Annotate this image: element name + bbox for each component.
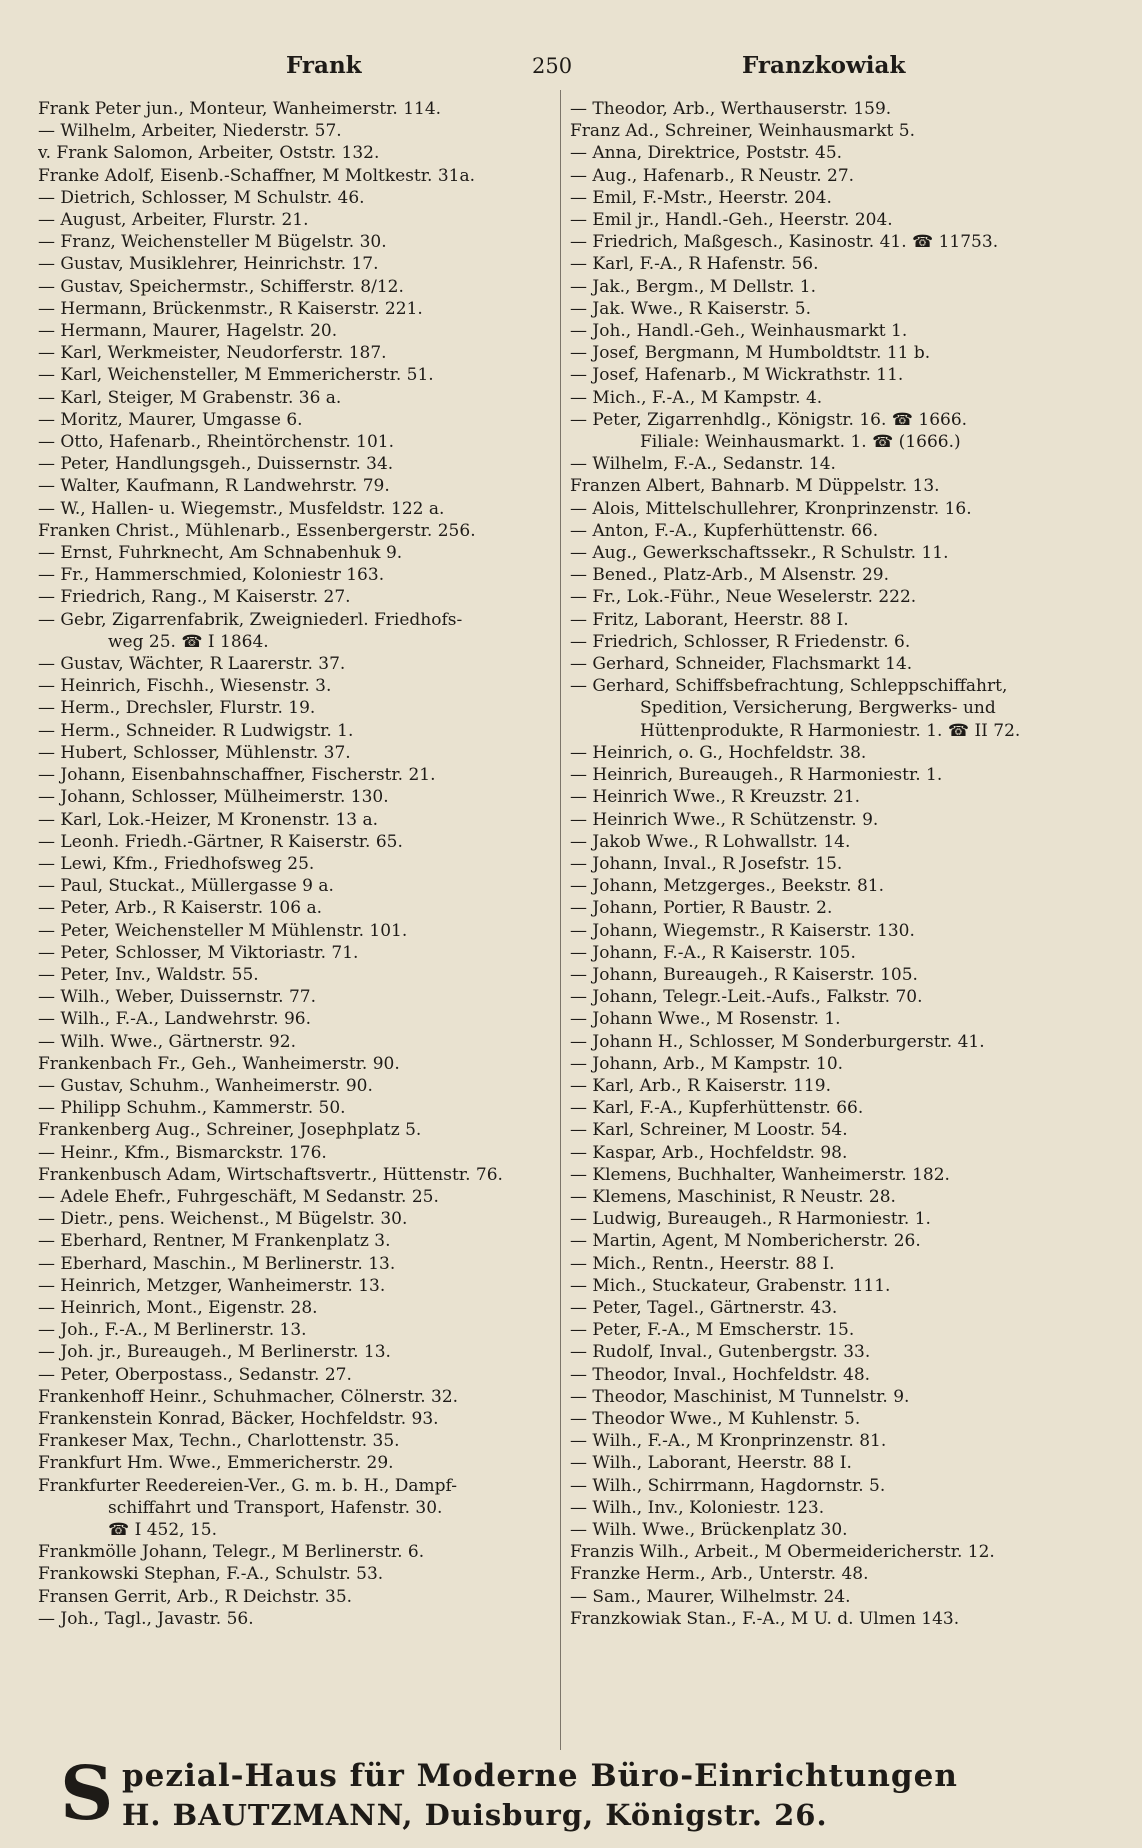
left-column — [38, 98, 550, 1630]
directory-entry: — Karl, F.-A., R Hafenstr. 56. — [570, 254, 819, 275]
directory-entry: Franzen Albert, Bahnarb. M Düppelstr. 13. — [570, 476, 940, 497]
directory-entry: schiffahrt und Transport, Hafenstr. 30. — [108, 1497, 443, 1518]
directory-entry: — Dietr., pens. Weichenst., M Bügelstr. 30. — [38, 1209, 408, 1230]
directory-entry: — Josef, Hafenarb., M Wickrathstr. 11. — [570, 365, 904, 386]
directory-entry: Frankowski Stephan, F.-A., Schulstr. 53. — [38, 1564, 384, 1585]
directory-entry: Frank Peter jun., Monteur, Wanheimerstr. 114. — [38, 99, 442, 119]
directory-entry: — Wilh., Inv., Koloniestr. 123. — [570, 1497, 825, 1518]
directory-entry: Franke Adolf, Eisenb.-Schaffner, M Moltkestr. 31a. — [38, 165, 475, 186]
directory-entry: — Heinrich Wwe., R Kreuzstr. 21. — [570, 787, 861, 808]
directory-entry: — Peter, Weichensteller M Mühlenstr. 101. — [38, 920, 408, 941]
directory-entry: Spedition, Versicherung, Bergwerks- und — [640, 698, 996, 719]
directory-entry: — Anton, F.-A., Kupferhüttenstr. 66. — [570, 520, 879, 541]
directory-entry: — Peter, Handlungsgeh., Duissernstr. 34. — [38, 454, 394, 475]
directory-entry: — Emil jr., Handl.-Geh., Heerstr. 204. — [570, 210, 893, 231]
directory-entry: — Johann, F.-A., R Kaiserstr. 105. — [570, 942, 856, 963]
ad-initial: S — [60, 1751, 114, 1837]
directory-entry: — Karl, F.-A., Kupferhüttenstr. 66. — [570, 1098, 864, 1119]
directory-entry: — Peter, Inv., Waldstr. 55. — [38, 964, 259, 985]
directory-entry: — Johann, Telegr.-Leit.-Aufs., Falkstr. 70. — [570, 987, 923, 1008]
header-left-keyword: Frank — [286, 52, 362, 79]
directory-entry: Frankeser Max, Techn., Charlottenstr. 35. — [38, 1431, 400, 1452]
directory-entry: — Heinrich, Fischh., Wiesenstr. 3. — [38, 676, 332, 697]
directory-entry: — Otto, Hafenarb., Rheintörchenstr. 101. — [38, 432, 395, 453]
directory-entry: — Mich., Rentn., Heerstr. 88 I. — [570, 1253, 835, 1274]
directory-entry: — Joh. jr., Bureaugeh., M Berlinerstr. 13. — [38, 1342, 391, 1363]
directory-entry: Frankmölle Johann, Telegr., M Berlinerstr. 6. — [38, 1542, 425, 1563]
directory-entry: — Peter, Zigarrenhdlg., Königstr. 16. ☎ 1666. — [570, 409, 968, 430]
directory-entry: — Heinrich Wwe., R Schützenstr. 9. — [570, 809, 879, 830]
directory-entry: Filiale: Weinhausmarkt. 1. ☎ (1666.) — [640, 432, 961, 453]
directory-entry: — Johann, Portier, R Baustr. 2. — [570, 898, 833, 919]
directory-entry: — Friedrich, Rang., M Kaiserstr. 27. — [38, 587, 351, 608]
directory-entry: Frankenberg Aug., Schreiner, Josephplatz 5. — [38, 1120, 422, 1141]
directory-entry: — Heinrich, Bureaugeh., R Harmoniestr. 1. — [570, 765, 943, 786]
directory-entry: — Peter, Arb., R Kaiserstr. 106 a. — [38, 898, 322, 919]
directory-entry: — Gustav, Wächter, R Laarerstr. 37. — [38, 654, 346, 675]
directory-entry: — Wilh., Weber, Duissernstr. 77. — [38, 987, 317, 1008]
directory-entry: — Johann H., Schlosser, M Sonderburgerstr. 41. — [570, 1031, 985, 1052]
directory-entry: — Peter, F.-A., M Emscherstr. 15. — [570, 1320, 855, 1341]
directory-entry: Franzke Herm., Arb., Unterstr. 48. — [570, 1564, 869, 1585]
directory-entry: — Lewi, Kfm., Friedhofsweg 25. — [38, 853, 315, 874]
directory-entry: — Ludwig, Bureaugeh., R Harmoniestr. 1. — [570, 1209, 931, 1230]
directory-entry: — Rudolf, Inval., Gutenbergstr. 33. — [570, 1342, 871, 1363]
directory-entry: Frankenstein Konrad, Bäcker, Hochfeldstr. 93. — [38, 1408, 439, 1429]
directory-entry: — Heinrich, o. G., Hochfeldstr. 38. — [570, 742, 867, 763]
page-number: 250 — [532, 54, 573, 78]
directory-entry: — Hermann, Brückenmstr., R Kaiserstr. 221. — [38, 298, 423, 319]
directory-entry: — Fr., Hammerschmied, Koloniestr 163. — [38, 565, 385, 586]
directory-entry: — Jak., Bergm., M Dellstr. 1. — [570, 276, 816, 297]
directory-entry: — Adele Ehefr., Fuhrgeschäft, M Sedanstr. 25. — [38, 1186, 439, 1207]
directory-entry: Fransen Gerrit, Arb., R Deichstr. 35. — [38, 1586, 353, 1607]
directory-entry: Franzis Wilh., Arbeit., M Obermeidericherstr. 12. — [570, 1542, 995, 1563]
directory-entry: Frankenbach Fr., Geh., Wanheimerstr. 90. — [38, 1053, 400, 1074]
directory-entry: — Wilh. Wwe., Gärtnerstr. 92. — [38, 1031, 296, 1052]
directory-entry: — Peter, Oberpostass., Sedanstr. 27. — [38, 1364, 352, 1385]
directory-entry: — Moritz, Maurer, Umgasse 6. — [38, 409, 303, 430]
directory-entry: — Friedrich, Maßgesch., Kasinostr. 41. ☎ 11753. — [570, 232, 999, 253]
directory-entry: — Aug., Hafenarb., R Neustr. 27. — [570, 165, 855, 186]
directory-entry: — Herm., Drechsler, Flurstr. 19. — [38, 698, 316, 719]
directory-entry: — Johann, Wiegemstr., R Kaiserstr. 130. — [570, 920, 915, 941]
directory-entry: — Johann, Arb., M Kampstr. 10. — [570, 1053, 844, 1074]
directory-entry: — Karl, Schreiner, M Loostr. 54. — [570, 1120, 848, 1141]
directory-entry: — Joh., Handl.-Geh., Weinhausmarkt 1. — [570, 321, 908, 342]
directory-entry: — August, Arbeiter, Flurstr. 21. — [38, 210, 309, 231]
directory-entry: — Kaspar, Arb., Hochfeldstr. 98. — [570, 1142, 848, 1163]
directory-entry: — Mich., F.-A., M Kampstr. 4. — [570, 387, 823, 408]
directory-entry: — Karl, Werkmeister, Neudorferstr. 187. — [38, 343, 387, 364]
directory-entry: v. Frank Salomon, Arbeiter, Oststr. 132. — [38, 143, 380, 164]
directory-entry: — Theodor, Arb., Werthauserstr. 159. — [570, 99, 892, 119]
directory-entry: — Johann, Schlosser, Mülheimerstr. 130. — [38, 787, 389, 808]
directory-entry: Franken Christ., Mühlenarb., Essenbergerstr. 256. — [38, 520, 476, 541]
right-column — [570, 98, 1126, 1630]
directory-entry: — Philipp Schuhm., Kammerstr. 50. — [38, 1098, 346, 1119]
directory-entry: — Theodor, Maschinist, M Tunnelstr. 9. — [570, 1386, 910, 1407]
directory-entry: — Joh., Tagl., Javastr. 56. — [38, 1608, 254, 1629]
header-right-keyword: Franzkowiak — [742, 52, 906, 79]
directory-entry: — Wilh., F.-A., Landwehrstr. 96. — [38, 1009, 311, 1030]
directory-entry: — W., Hallen- u. Wiegemstr., Musfeldstr. 122 a. — [38, 498, 445, 519]
directory-entry: — Franz, Weichensteller M Bügelstr. 30. — [38, 232, 387, 253]
directory-entry: — Ernst, Fuhrknecht, Am Schnabenhuk 9. — [38, 543, 403, 564]
directory-entry: — Fr., Lok.-Führ., Neue Weselerstr. 222. — [570, 587, 917, 608]
directory-entry: — Hubert, Schlosser, Mühlenstr. 37. — [38, 742, 351, 763]
directory-entry: — Wilhelm, Arbeiter, Niederstr. 57. — [38, 121, 342, 142]
directory-entry: Franzkowiak Stan., F.-A., M U. d. Ulmen 143. — [570, 1608, 960, 1629]
directory-entry: — Karl, Lok.-Heizer, M Kronenstr. 13 a. — [38, 809, 379, 830]
directory-entry: — Johann Wwe., M Rosenstr. 1. — [570, 1009, 841, 1030]
directory-entry: — Heinr., Kfm., Bismarckstr. 176. — [38, 1142, 327, 1163]
directory-entry: — Gustav, Speichermstr., Schifferstr. 8/12. — [38, 276, 404, 297]
directory-entry: — Gerhard, Schiffsbefrachtung, Schleppschiffahrt, — [570, 676, 1008, 697]
directory-entry: — Johann, Bureaugeh., R Kaiserstr. 105. — [570, 964, 918, 985]
directory-entry: — Bened., Platz-Arb., M Alsenstr. 29. — [570, 565, 890, 586]
directory-entry: — Theodor, Inval., Hochfeldstr. 48. — [570, 1364, 871, 1385]
directory-entry: — Aug., Gewerkschaftssekr., R Schulstr. 11. — [570, 543, 949, 564]
advertisement-footer — [60, 1751, 1120, 1837]
directory-entry: — Wilh., F.-A., M Kronprinzenstr. 81. — [570, 1431, 887, 1452]
directory-entry: — Gebr, Zigarrenfabrik, Zweigniederl. Friedhofs- — [38, 609, 463, 630]
directory-entry: — Eberhard, Maschin., M Berlinerstr. 13. — [38, 1253, 396, 1274]
directory-entry: — Johann, Eisenbahnschaffner, Fischerstr. 21. — [38, 765, 436, 786]
directory-entry: — Peter, Tagel., Gärtnerstr. 43. — [570, 1297, 838, 1318]
directory-entry: — Wilh., Schirrmann, Hagdornstr. 5. — [570, 1475, 886, 1496]
directory-entry: — Johann, Metzgerges., Beekstr. 81. — [570, 876, 885, 897]
directory-entry: — Karl, Weichensteller, M Emmericherstr. 51. — [38, 365, 434, 386]
directory-entry: Hüttenprodukte, R Harmoniestr. 1. ☎ II 72. — [640, 720, 1021, 741]
directory-entry: — Heinrich, Metzger, Wanheimerstr. 13. — [38, 1275, 386, 1296]
directory-entry: — Emil, F.-Mstr., Heerstr. 204. — [570, 187, 832, 208]
directory-entry: — Dietrich, Schlosser, M Schulstr. 46. — [38, 187, 365, 208]
directory-entry: — Mich., Stuckateur, Grabenstr. 111. — [570, 1275, 891, 1296]
directory-entry: — Joh., F.-A., M Berlinerstr. 13. — [38, 1320, 307, 1341]
ad-line-2: H. BAUTZMANN, Duisburg, Königstr. 26. — [122, 1798, 828, 1832]
directory-entry: — Sam., Maurer, Wilhelmstr. 24. — [570, 1586, 851, 1607]
directory-entry: Franz Ad., Schreiner, Weinhausmarkt 5. — [570, 121, 915, 142]
directory-entry: — Josef, Bergmann, M Humboldtstr. 11 b. — [570, 343, 931, 364]
directory-entry: — Jak. Wwe., R Kaiserstr. 5. — [570, 298, 811, 319]
directory-entry: — Klemens, Maschinist, R Neustr. 28. — [570, 1186, 896, 1207]
directory-entry: — Fritz, Laborant, Heerstr. 88 I. — [570, 609, 849, 630]
directory-entry: Frankfurter Reedereien-Ver., G. m. b. H., Dampf- — [38, 1475, 457, 1496]
directory-entry: — Walter, Kaufmann, R Landwehrstr. 79. — [38, 476, 390, 497]
directory-entry: — Wilhelm, F.-A., Sedanstr. 14. — [570, 454, 836, 475]
directory-entry: — Gerhard, Schneider, Flachsmarkt 14. — [570, 654, 913, 675]
directory-entry: — Alois, Mittelschullehrer, Kronprinzenstr. 16. — [570, 498, 972, 519]
directory-entry: — Peter, Schlosser, M Viktoriastr. 71. — [38, 942, 359, 963]
directory-entry: Frankenbusch Adam, Wirtschaftsvertr., Hüttenstr. 76. — [38, 1164, 503, 1185]
directory-entry: — Karl, Steiger, M Grabenstr. 36 a. — [38, 387, 342, 408]
directory-entry: — Gustav, Schuhm., Wanheimerstr. 90. — [38, 1075, 373, 1096]
directory-entry: Frankenhoff Heinr., Schuhmacher, Cölnerstr. 32. — [38, 1386, 459, 1407]
directory-entry: — Anna, Direktrice, Poststr. 45. — [570, 143, 843, 164]
directory-entry: — Leonh. Friedh.-Gärtner, R Kaiserstr. 65. — [38, 831, 403, 852]
directory-entry: — Herm., Schneider. R Ludwigstr. 1. — [38, 720, 354, 741]
directory-entry: — Hermann, Maurer, Hagelstr. 20. — [38, 321, 338, 342]
directory-entry: — Karl, Arb., R Kaiserstr. 119. — [570, 1075, 831, 1096]
directory-entry: Frankfurt Hm. Wwe., Emmericherstr. 29. — [38, 1453, 394, 1474]
directory-entry: — Gustav, Musiklehrer, Heinrichstr. 17. — [38, 254, 379, 275]
directory-entry: — Friedrich, Schlosser, R Friedenstr. 6. — [570, 631, 911, 652]
directory-entry: — Eberhard, Rentner, M Frankenplatz 3. — [38, 1231, 391, 1252]
directory-entry: ☎ I 452, 15. — [108, 1520, 217, 1540]
directory-entry: — Klemens, Buchhalter, Wanheimerstr. 182. — [570, 1164, 950, 1185]
directory-entry: — Martin, Agent, M Nombericherstr. 26. — [570, 1231, 921, 1252]
directory-entry: — Johann, Inval., R Josefstr. 15. — [570, 853, 843, 874]
directory-entry: — Paul, Stuckat., Müllergasse 9 a. — [38, 876, 334, 897]
directory-entry: — Jakob Wwe., R Lohwallstr. 14. — [570, 831, 851, 852]
directory-entry: — Wilh., Laborant, Heerstr. 88 I. — [570, 1453, 852, 1474]
page-header — [0, 46, 1142, 86]
directory-entry: — Wilh. Wwe., Brückenplatz 30. — [570, 1520, 848, 1540]
ad-line-1: pezial-Haus für Moderne Büro-Einrichtungen — [122, 1758, 958, 1794]
directory-entry: — Heinrich, Mont., Eigenstr. 28. — [38, 1297, 318, 1318]
directory-entry: weg 25. ☎ I 1864. — [108, 631, 269, 652]
directory-entry: — Theodor Wwe., M Kuhlenstr. 5. — [570, 1408, 861, 1429]
column-divider — [560, 90, 561, 1750]
